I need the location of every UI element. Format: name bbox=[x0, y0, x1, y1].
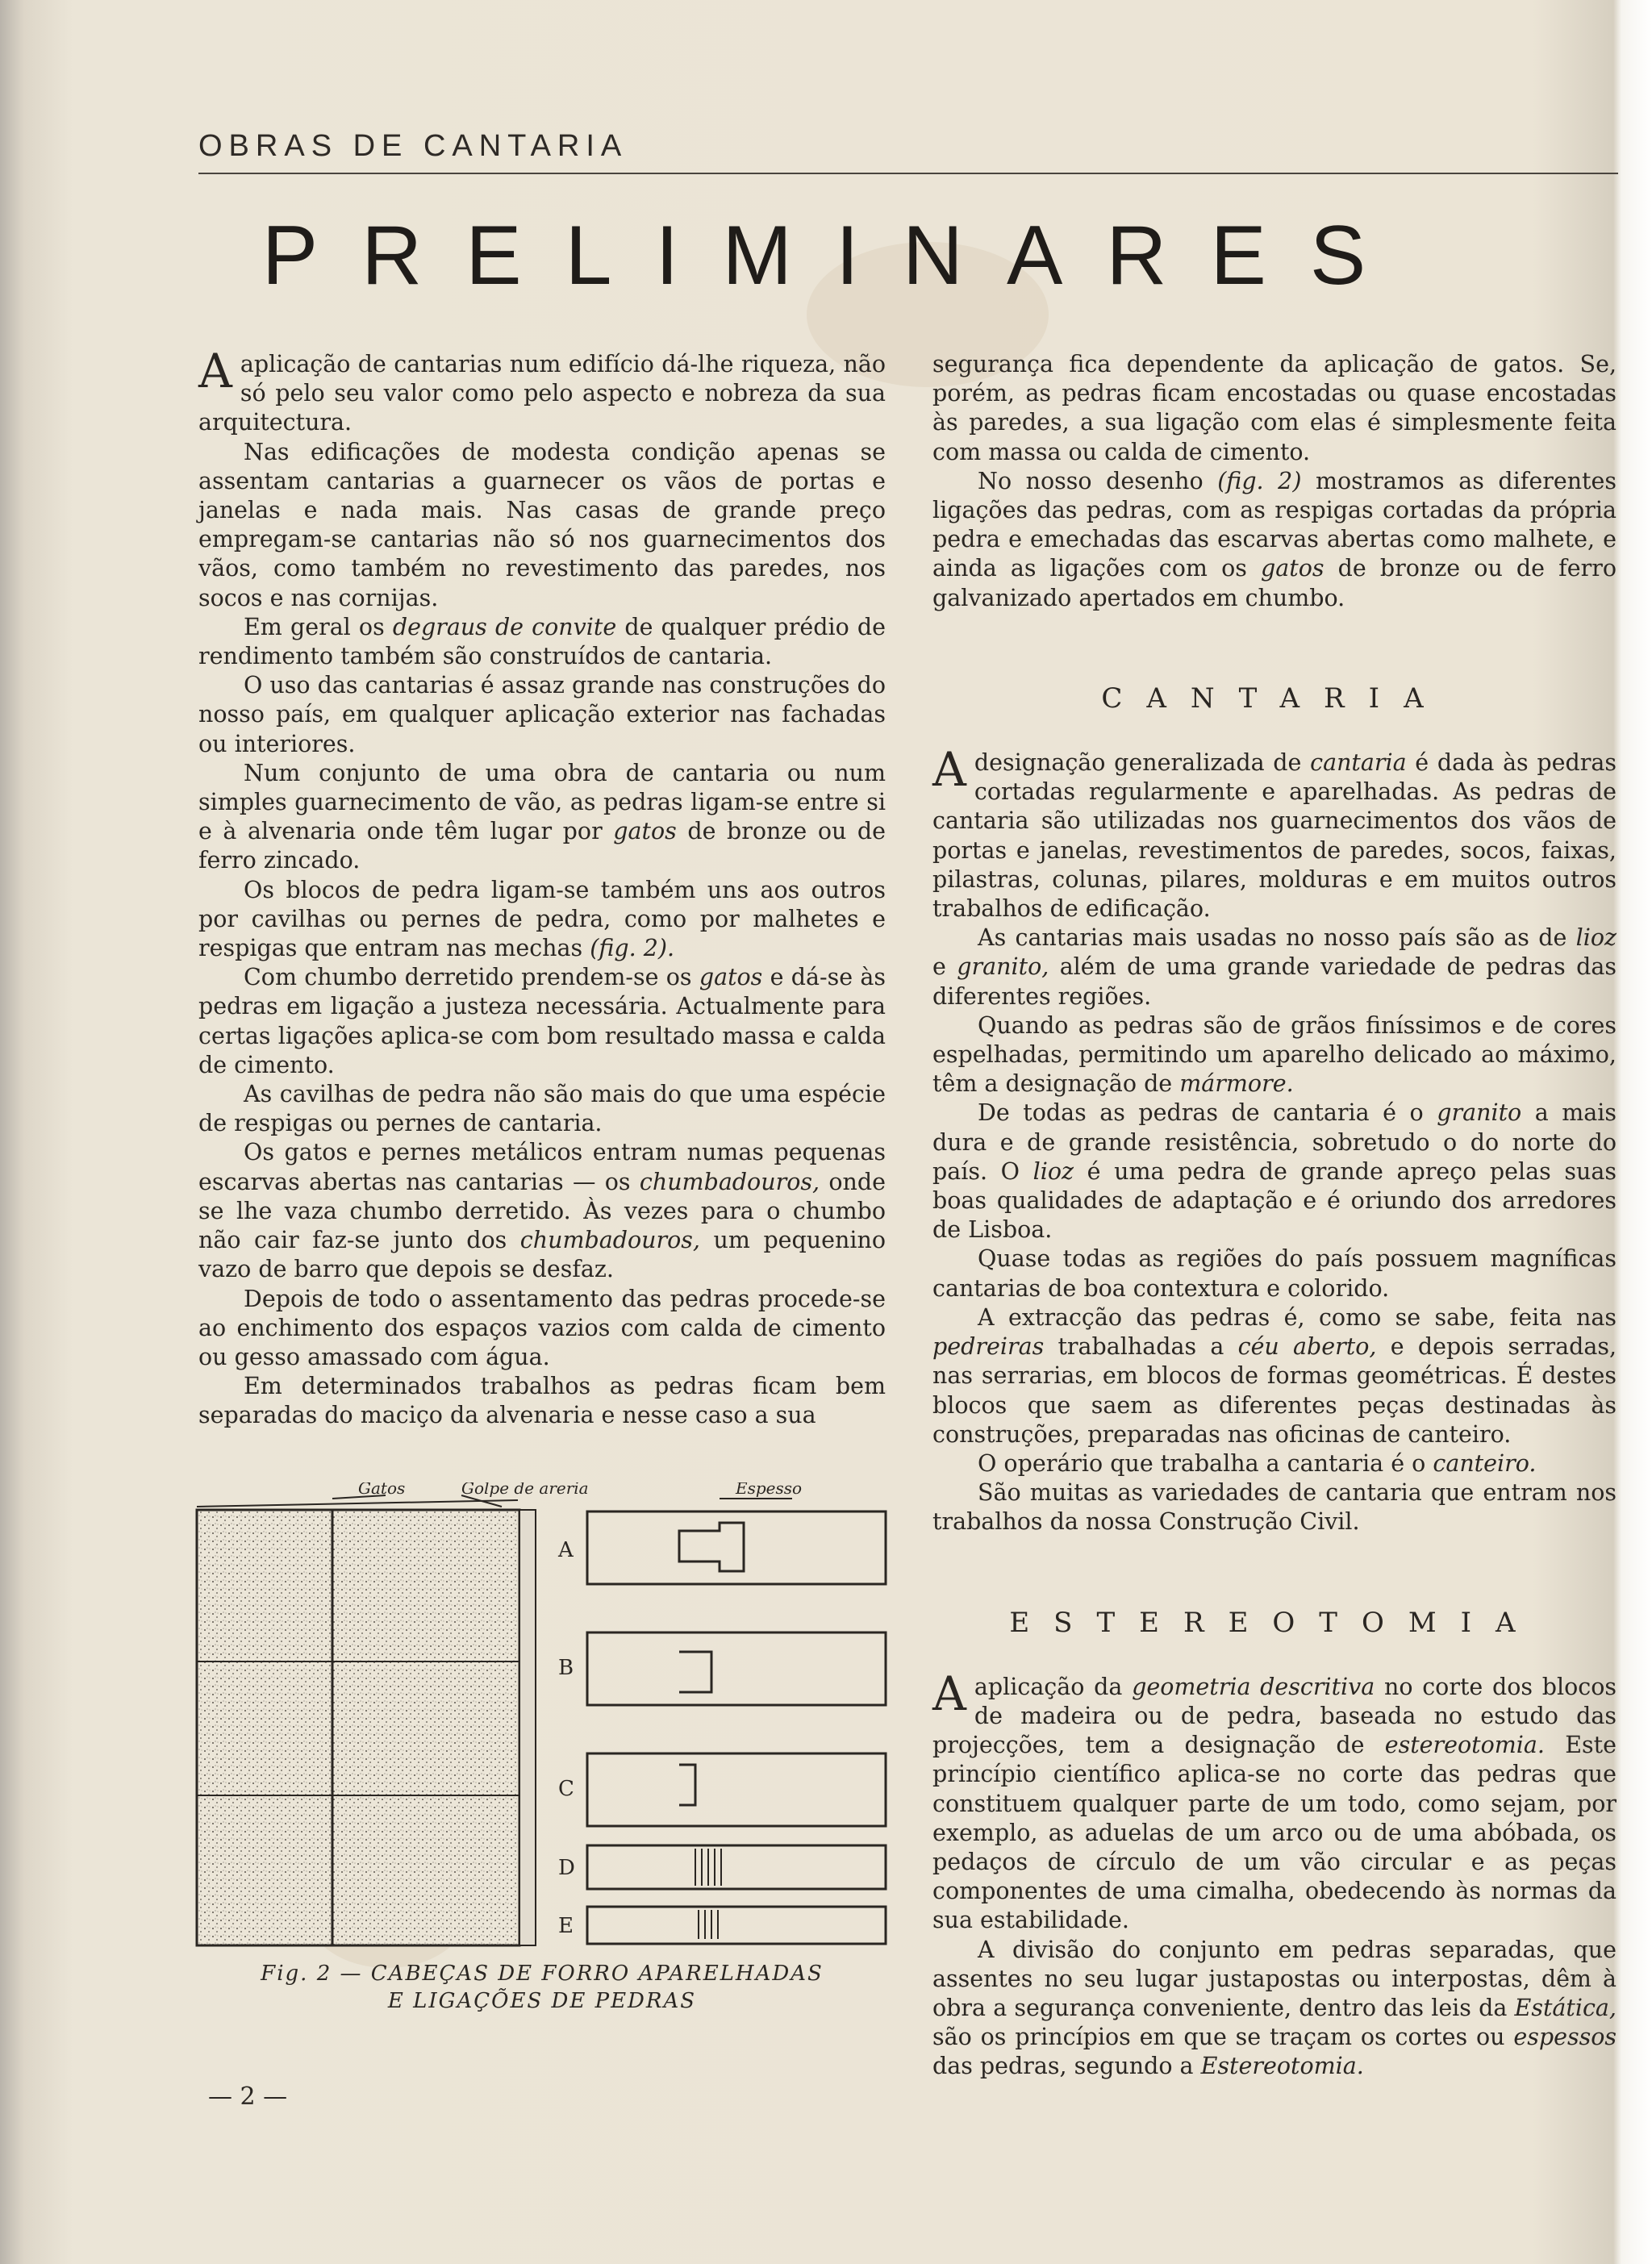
paragraph: Num conjunto de uma obra de cantaria ou num simples guarnecimento de vão, as pedras ligam-se entre si e à alvenaria onde têm lugar por gatos de bronze ou de ferro zincado. bbox=[198, 759, 886, 874]
paragraph: Em geral os degraus de convite de qualquer prédio de rendimento também são construídos de cantaria. bbox=[198, 613, 886, 670]
paragraph: A extracção das pedras é, como se sabe, feita nas pedreiras trabalhadas a céu aberto, e depois serradas, nas serrarias, em blocos de formas geométricas. É destes blocos que saem as diferentes peças destinadas às construções, preparadas nas oficinas de canteiro. bbox=[932, 1303, 1617, 1448]
paragraph: Com chumbo derretido prendem-se os gatos e dá-se às pedras em ligação a justeza necessária. Actualmente para certas ligações aplica-se com bom resultado massa e calda de cimento. bbox=[198, 964, 886, 1078]
paragraph: As cavilhas de pedra não são mais do que uma espécie de respigas ou pernes de cantaria. bbox=[198, 1081, 886, 1137]
masonry-elevation bbox=[197, 1500, 536, 1945]
label-golpe: Golpe de areria bbox=[461, 1482, 589, 1498]
header-rule bbox=[198, 173, 1618, 174]
drop-cap: A bbox=[932, 742, 966, 798]
paragraph: Adesignação generalizada de cantaria é dada às pedras cortadas regularmente e aparelhadas. As pedras de cantaria são utilizadas nos guarnecimentos dos vãos de portas e janelas, revestimentos de paredes, socos, faixas, pilastras, colunas, pilares, molduras e em muitos outros trabalhos de edificação. bbox=[932, 742, 1617, 923]
left-column bbox=[198, 344, 886, 1431]
page-title: PRELIMINARES bbox=[261, 209, 1410, 302]
joint-sections bbox=[587, 1511, 886, 1944]
label-gatos: Gatos bbox=[358, 1482, 406, 1498]
paragraph: De todas as pedras de cantaria é o granito a mais dura e de grande resistência, sobretudo o do norte do país. O lioz é uma pedra de grande apreço pelas suas boas qualidades de adaptação e é oriundo dos arredores de Lisboa. bbox=[932, 1099, 1617, 1244]
drop-cap: A bbox=[932, 1666, 966, 1721]
caption-line: E LIGAÇÕES DE PEDRAS bbox=[387, 1989, 697, 2013]
section-heading-estereotomia: ESTEREOTOMIA bbox=[1009, 1606, 1540, 1639]
paragraph: O operário que trabalha a cantaria é o canteiro. bbox=[978, 1449, 1537, 1477]
paragraph: Depois de todo o assentamento das pedras procede-se ao enchimento dos espaços vazios com calda de cimento ou gesso amassado com água. bbox=[198, 1285, 886, 1370]
row-label-d: D bbox=[558, 1856, 575, 1880]
paragraph: Os gatos e pernes metálicos entram numas pequenas escarvas abertas nas cantarias — os chumbadouros, onde se lhe vaza chumbo derretido. Às vezes para o chumbo não cair faz-se junto dos chumbadouros, um pequenino vazo de barro que depois se desfaz. bbox=[198, 1139, 886, 1283]
paragraph: A divisão do conjunto em pedras separadas, que assentes no seu lugar justapostas ou interpostas, dêm à obra a segurança conveniente, dentro das leis da Estática, são os princípios em que se traçam os cortes ou espessos das pedras, segundo a Estereotomia. bbox=[932, 1936, 1617, 2080]
right-column bbox=[932, 350, 1617, 2082]
figure-drawing bbox=[195, 1482, 891, 1950]
row-label-e: E bbox=[558, 1914, 574, 1938]
stone-joint-figure bbox=[195, 1482, 891, 1950]
paragraph: Os blocos de pedra ligam-se também uns aos outros por cavilhas ou pernes de pedra, como por malhetes e respigas que entram nas mechas (fig. 2). bbox=[198, 876, 886, 962]
paragraph: Quase todas as regiões do país possuem magníficas cantarias de boa contextura e colorido. bbox=[932, 1245, 1617, 1302]
running-head: OBRAS DE CANTARIA bbox=[198, 129, 628, 163]
page-number: — 2 — bbox=[208, 2083, 288, 2111]
figure-caption bbox=[198, 1960, 886, 2015]
paragraph: Aaplicação de cantarias num edifício dá-lhe riqueza, não só pelo seu valor como pelo aspecto e nobreza da sua arquitectura. bbox=[198, 344, 886, 436]
paragraph: Em determinados trabalhos as pedras ficam bem separadas do maciço da alvenaria e nesse caso a sua bbox=[198, 1373, 886, 1429]
paragraph: segurança fica dependente da aplicação de gatos. Se, porém, as pedras ficam encostadas ou quase encostadas às paredes, a sua ligação com elas é simplesmente feita com massa ou calda de cimento. bbox=[932, 351, 1617, 465]
caption-line: Fig. 2 — CABEÇAS DE FORRO APARELHADAS bbox=[261, 1962, 824, 1986]
label-espesso: Espesso bbox=[736, 1482, 803, 1498]
drop-cap: A bbox=[198, 344, 232, 398]
paragraph: São muitas as variedades de cantaria que entram nos trabalhos da nossa Construção Civil. bbox=[932, 1479, 1617, 1536]
paragraph: O uso das cantarias é assaz grande nas construções do nosso país, em qualquer aplicação exterior nas fachadas ou interiores. bbox=[198, 672, 886, 757]
paragraph: Nas edificações de modesta condição apenas se assentam cantarias a guarnecer os vãos de portas e janelas e nada mais. Nas casas de grande preço empregam-se cantarias não só nos guarnecimentos dos vãos, como também no revestimento das paredes, nos socos e nas cornijas. bbox=[198, 438, 886, 611]
paragraph: No nosso desenho (fig. 2) mostramos as diferentes ligações das pedras, com as respigas cortadas da própria pedra e emechadas das escarvas abertas como malhete, e ainda as ligações com os gatos de bronze ou de ferro galvanizado apertados em chumbo. bbox=[932, 467, 1617, 611]
paragraph: Aaplicação da geometria descritiva no corte dos blocos de madeira ou de pedra, baseada no estudo das projecções, tem a designação de estereotomia. Este princípio científico aplica-se no corte das pedras que constituem qualquer parte de um todo, como sejam, por exemplo, as aduelas de um arco ou de uma abóbada, os pedaços de círculo de um vão circular e as peças componentes de uma cimalha, obedecendo às normas da sua estabilidade. bbox=[932, 1666, 1617, 1934]
row-label-a: A bbox=[558, 1538, 574, 1562]
paragraph: As cantarias mais usadas no nosso país são as de lioz e granito, além de uma grande variedade de pedras das diferentes regiões. bbox=[932, 924, 1617, 1010]
section-heading-cantaria: CANTARIA bbox=[1101, 682, 1448, 715]
row-label-b: B bbox=[558, 1656, 574, 1680]
paragraph: Quando as pedras são de grãos finíssimos e de cores espelhadas, permitindo um aparelho delicado ao máximo, têm a designação de mármore. bbox=[932, 1011, 1617, 1098]
row-label-c: C bbox=[558, 1777, 574, 1801]
